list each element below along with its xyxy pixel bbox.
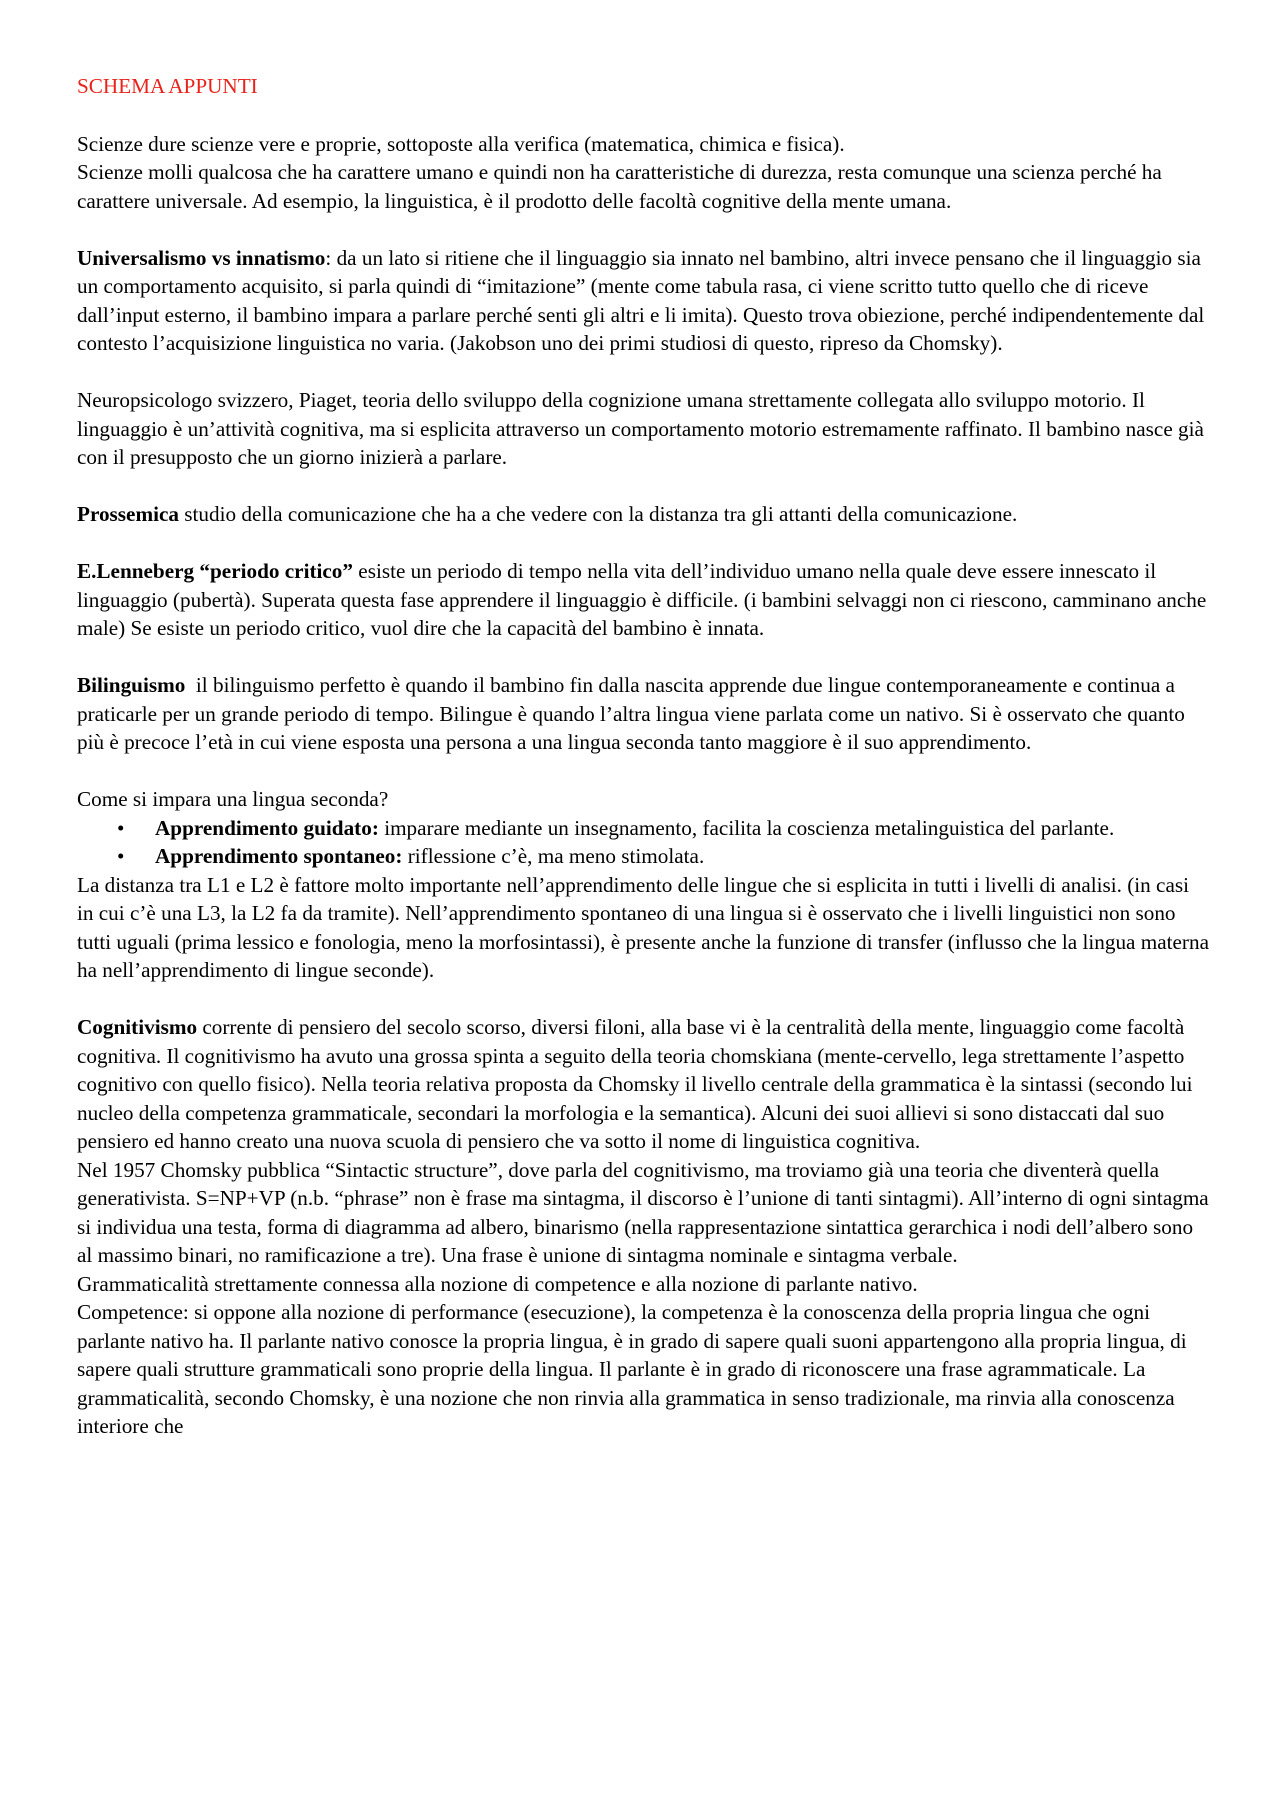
term-universalismo: Universalismo vs innatismo <box>77 245 326 270</box>
document-title: SCHEMA APPUNTI <box>77 74 258 98</box>
section-piaget: Neuropsicologo svizzero, Piaget, teoria dello sviluppo della cognizione umana strettamente collegata allo sviluppo motorio. Il linguaggio è un’attività cognitiva, ma si esplicita attraverso un comportamento motorio estremamente raffinato. Il bambino nasce già con il presupposto che un giorno inizierà a parlare. <box>77 388 1204 469</box>
bullet-list <box>77 814 1210 871</box>
term-bilinguismo: Bilinguismo <box>77 673 186 697</box>
term-cognitivismo: Cognitivismo <box>77 1015 198 1039</box>
term-apprendimento-spontaneo: Apprendimento spontaneo: <box>155 844 403 868</box>
section-lenneberg <box>77 557 1210 643</box>
universalismo-text: : da un lato si ritiene che il linguaggio sia innato nel bambino, altri invece pensano che il linguaggio sia un comportamento acquisito, si parla quindi di “imitazione” (mente come tabula rasa, ci viene scritto tutto quello che di riceve dall’input esterno, il bambino impara a parlare perché senti gli altri e li imita). Questo trova obiezione, perché indipendentemente dal contesto l’acquisizione linguistica no varia. (Jakobson uno dei primi studiosi di questo, ripreso da Chomsky). <box>77 245 1205 355</box>
cognitivismo-grammaticalita: Grammaticalità strettamente connessa alla nozione di competence e alla nozione di parlante nativo. <box>77 1271 918 1296</box>
cognitivismo-1957: Nel 1957 Chomsky pubblica “Sintactic structure”, dove parla del cognitivismo, ma troviamo già una teoria che diventerà quella generativista. S=NP+VP (n.b. “phrase” non è frase ma sintagma, il discorso è l’unione di tanti sintagmi). All’interno di ogni sintagma si individua una testa, forma di diagramma ad albero, binarismo (nella rappresentazione sintattica gerarchica i nodi dell’albero sono al massimo binari, no ramificazione a tre). Una frase è unione di sintagma nominale e sintagma verbale. <box>77 1157 1209 1267</box>
intro-hard-sciences: Scienze dure scienze vere e proprie, sottoposte alla verifica (matematica, chimica e fisica). <box>77 131 845 156</box>
lenneberg-text: esiste un periodo di tempo nella vita dell’individuo umano nella quale deve essere innescato il linguaggio (pubertà). Superata questa fase apprendere il linguaggio è difficile. (i bambini selvaggi non ci riescono, camminano anche male) Se esiste un periodo critico, vuol dire che la capacità del bambino è innata. <box>77 559 1207 640</box>
list-item <box>77 814 1210 843</box>
term-apprendimento-guidato: Apprendimento guidato: <box>155 815 379 840</box>
cognitivismo-competence: Competence: si oppone alla nozione di performance (esecuzione), la competenza è la conoscenza della propria lingua che ogni parlante nativo ha. Il parlante nativo conosce la propria lingua, è in grado di sapere quali suoni appartengono alla propria lingua, di sapere quali strutture grammaticali sono proprie della lingua. Il parlante è in grado di riconoscere una frase agrammaticale. La grammaticalità, secondo Chomsky, è una nozione che non rinvia alla grammatica in senso tradizionale, ma rinvia alla conoscenza interiore che <box>77 1300 1187 1438</box>
prossemica-text: studio della comunicazione che ha a che vedere con la distanza tra gli attanti della comunicazione. <box>179 502 1018 526</box>
section-prossemica <box>77 500 1210 529</box>
cognitivismo-text: corrente di pensiero del secolo scorso, diversi filoni, alla base vi è la centralità della mente, linguaggio come facoltà cognitiva. Il cognitivismo ha avuto una grossa spinta a seguito della teoria chomskiana (mente-cervello, lega strettamente l’aspetto cognitivo con quello fisico). Nella teoria relativa proposta da Chomsky il livello centrale della grammatica è la sintassi (secondo lui nucleo della competenza grammaticale, secondari la morfologia e la semantica). Alcuni dei suoi allievi si sono distaccati dal suo pensiero ed hanno creato una nuova scuola di pensiero che va sotto il nome di linguistica cognitiva. <box>77 1015 1193 1153</box>
bullet-icon: • <box>117 815 125 840</box>
list-item <box>77 842 1210 871</box>
section-bilinguismo <box>77 671 1210 757</box>
lingua-seconda-question: Come si impara una lingua seconda? <box>77 787 389 811</box>
section-l1-l2: La distanza tra L1 e L2 è fattore molto importante nell’apprendimento delle lingue che si esplicita in tutti i livelli di analisi. (in casi in cui c’è una L3, la L2 fa da tramite). Nell’apprendimento spontaneo di una lingua si è osservato che i livelli linguistici non sono tutti uguali (prima lessico e fonologia, meno la morfosintassi), è presente anche la funzione di transfer (influsso che la lingua materna ha nell’apprendimento di lingue seconde). <box>77 872 1209 982</box>
bullet-icon: • <box>117 844 125 868</box>
intro-soft-sciences: Scienze molli qualcosa che ha carattere umano e quindi non ha caratteristiche di durezza, resta comunque una scienza perché ha carattere universale. Ad esempio, la linguistica, è il prodotto delle facoltà cognitive della mente umana. <box>77 160 1162 213</box>
section-cognitivismo <box>77 1013 1210 1156</box>
section-universalismo <box>77 244 1210 358</box>
apprendimento-guidato-text: imparare mediante un insegnamento, facilita la coscienza metalinguistica del parlante. <box>378 815 1115 840</box>
term-prossemica: Prossemica <box>77 502 179 526</box>
bilinguismo-text: il bilinguismo perfetto è quando il bambino fin dalla nascita apprende due lingue contemporaneamente e continua a praticarle per un grande periodo di tempo. Bilingue è quando l’altra lingua viene parlata come un nativo. Si è osservato che quanto più è precoce l’età in cui viene esposta una persona a una lingua seconda tanto maggiore è il suo apprendimento. <box>77 673 1191 754</box>
term-lenneberg: E.Lenneberg “periodo critico” <box>77 559 353 583</box>
apprendimento-spontaneo-text: riflessione c’è, ma meno stimolata. <box>402 844 705 868</box>
